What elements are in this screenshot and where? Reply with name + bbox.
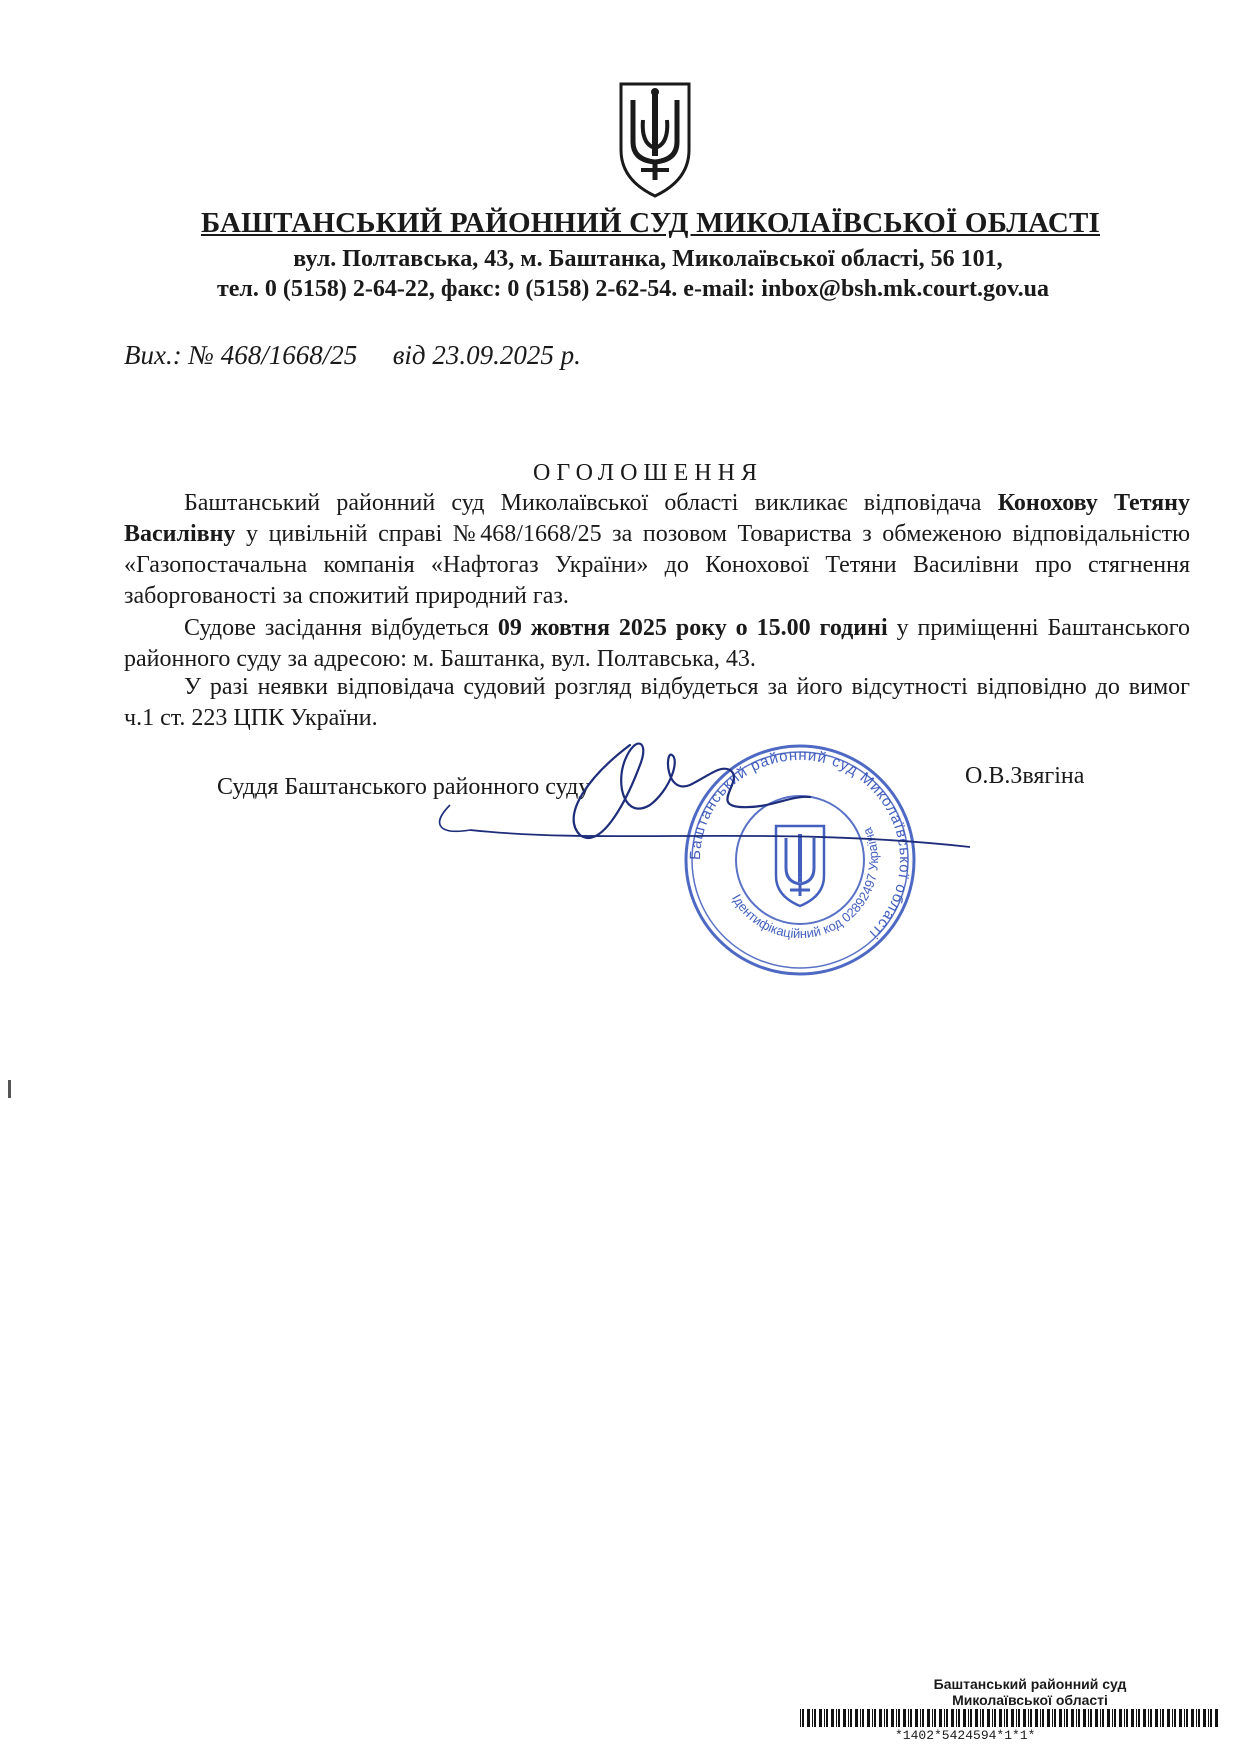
court-address: вул. Полтавська, 43, м. Баштанка, Миколаївської області, 56 101, xyxy=(293,246,1003,272)
registry-line-1: Баштанський районний суд xyxy=(933,1676,1127,1692)
page-edge-mark xyxy=(8,1080,11,1098)
p1-text-a: Баштанський районний суд Миколаївської області викликає відповідача xyxy=(184,490,982,516)
announcement-paragraph-2 xyxy=(124,613,1190,675)
judge-name: О.В.Звягіна xyxy=(965,763,1085,789)
stamp-outer-text: Баштанський районний суд Миколаївської області xyxy=(686,746,914,943)
outgoing-from-label: від xyxy=(392,340,426,370)
announcement-paragraph-1 xyxy=(124,488,1190,612)
court-name-heading: БАШТАНСЬКИЙ РАЙОННИЙ СУД МИКОЛАЇВСЬКОЇ ОБЛАСТІ xyxy=(200,207,1101,239)
p2-text-a: Судове засідання відбудеться xyxy=(184,615,489,641)
outgoing-prefix: Вих.: № xyxy=(124,340,214,370)
outgoing-reference xyxy=(124,340,581,371)
judge-label: Суддя Баштанського районного суду xyxy=(217,774,591,800)
judge-signature xyxy=(410,735,1010,855)
registry-line-2: Миколаївської області xyxy=(952,1692,1108,1708)
defendant-name: Конохову Тетяну Василівну xyxy=(124,490,1190,547)
outgoing-suffix: р. xyxy=(560,340,581,370)
p3-text: У разі неявки відповідача судовий розгляд відбудеться за його відсутності відповідно до вимог ч.1 ст. 223 ЦПК України. xyxy=(124,674,1190,731)
announcement-paragraph-3 xyxy=(124,672,1190,734)
p2-text-b: у приміщенні Баштанського районного суду за адресою: м. Баштанка, вул. Полтавська, 43. xyxy=(124,615,1191,672)
outgoing-date: 23.09.2025 xyxy=(432,340,554,370)
outgoing-number: 468/1668/25 xyxy=(220,340,358,370)
registry-code: *1402*5424594*1*1* xyxy=(895,1728,1036,1743)
stamp-inner-text: Ідентифікаційний код 02892497 Україна xyxy=(729,825,882,942)
registry-mark xyxy=(800,1676,1220,1746)
barcode-icon xyxy=(800,1709,1220,1727)
court-contacts: тел. 0 (5158) 2-64-22, факс: 0 (5158) 2-62-54. e-mail: inbox@bsh.mk.court.gov.ua xyxy=(216,276,1050,302)
p1-text-b: у цивільній справі №468/1668/25 за позовом Товариства з обмеженою відповідальністю «Газопостачальна компанія «Нафтогаз України» до Конохової Тетяни Василівни про стягнення заборгованості за спожитий природний газ. xyxy=(124,521,1191,609)
hearing-datetime: 09 жовтня 2025 року о 15.00 годині xyxy=(497,615,888,641)
coat-of-arms-icon xyxy=(615,80,695,200)
announcement-heading: ОГОЛОШЕННЯ xyxy=(533,460,763,486)
